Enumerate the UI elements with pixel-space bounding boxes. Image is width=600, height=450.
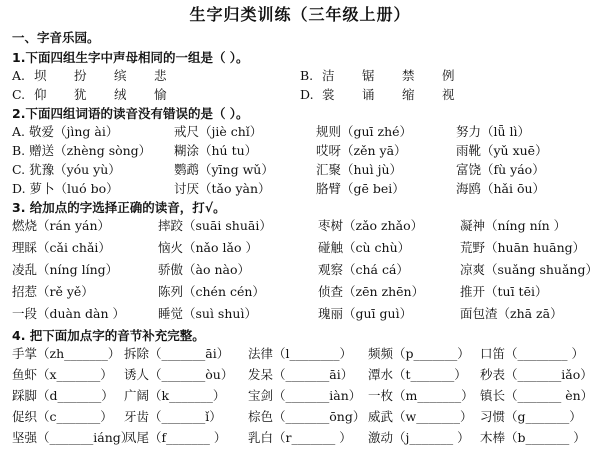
question-1-heading: 1.下面四组生字中声母相同的一组是（ ）。 xyxy=(12,50,249,65)
option-a[interactable] xyxy=(12,66,194,86)
fill-item[interactable]: 一枚（m_______） xyxy=(368,388,474,403)
fill-item[interactable]: 威武（w_______） xyxy=(368,409,473,424)
option-label: D. xyxy=(300,87,314,102)
char: 悲 xyxy=(154,68,167,83)
word-item[interactable]: 海鸥（hǎi ōu） xyxy=(456,181,546,196)
word-item[interactable]: 一段（duàn dàn ） xyxy=(12,306,126,321)
fill-item[interactable]: 口笛（________ ） xyxy=(480,346,584,361)
fill-item[interactable]: 坚强（_______iáng） xyxy=(12,430,134,445)
fill-item[interactable]: 凤尾（f_______ ） xyxy=(124,430,227,445)
char: 诵 xyxy=(362,87,375,102)
word-item[interactable]: 戒尺（jiè chǐ） xyxy=(174,124,263,139)
fill-item[interactable]: 手掌（zh_______） xyxy=(12,346,121,361)
word-item[interactable]: 睡觉（suì shuì） xyxy=(158,306,257,321)
char: 绒 xyxy=(114,87,127,102)
word-item[interactable]: A. 敬爱（jìng ài） xyxy=(12,124,119,139)
fill-item[interactable]: 棕色（_______ōng） xyxy=(248,409,366,424)
word-item[interactable]: C. 犹豫（yóu yù） xyxy=(12,162,121,177)
word-item[interactable]: 荒野（huān huāng） xyxy=(460,240,586,255)
word-item[interactable]: 侦查（zēn zhēn） xyxy=(318,284,425,299)
word-item[interactable]: 摔跤（suāi shuāi） xyxy=(158,218,272,233)
word-item[interactable]: 雨靴（yǔ xuē） xyxy=(456,143,548,158)
fill-item[interactable]: 宝剑（_______iàn） xyxy=(248,388,362,403)
option-label: B. xyxy=(300,68,314,83)
word-item[interactable]: 碰触（cù chù） xyxy=(318,240,411,255)
option-c[interactable] xyxy=(12,85,194,105)
char: 视 xyxy=(442,87,455,102)
word-item[interactable]: B. 赠送（zhèng sòng） xyxy=(12,143,152,158)
section-heading: 一、字音乐园。 xyxy=(12,30,100,45)
char: 锯 xyxy=(362,68,375,83)
char: 洁 xyxy=(322,68,335,83)
word-item[interactable]: 恼火（nǎo lǎo ） xyxy=(158,240,258,255)
char: 缩 xyxy=(402,87,415,102)
option-label: A. xyxy=(12,68,26,83)
char: 例 xyxy=(442,68,455,83)
page-title: 生字归类训练（三年级上册） xyxy=(189,5,411,24)
char: 仰 xyxy=(34,87,47,102)
option-label: C. xyxy=(12,87,26,102)
char: 缤 xyxy=(114,68,127,83)
fill-item[interactable]: 促织（c_______） xyxy=(12,409,113,424)
word-item[interactable]: 凝神（níng nín ） xyxy=(460,218,567,233)
word-item[interactable]: 鹦鹉（yīng wǔ） xyxy=(174,162,274,177)
option-d[interactable] xyxy=(300,85,482,105)
fill-item[interactable]: 发呆（_______āi） xyxy=(248,367,354,382)
word-item[interactable]: 努力（lǖ lì） xyxy=(456,124,531,139)
word-item[interactable]: 面包渣（zhā zā） xyxy=(460,306,563,321)
fill-item[interactable]: 诱人（_______òu） xyxy=(124,367,234,382)
word-item[interactable]: 富饶（fù yáo） xyxy=(456,162,545,177)
fill-item[interactable]: 乳白（r_______ ） xyxy=(248,430,352,445)
word-item[interactable]: 瑰丽（guī guì） xyxy=(318,306,413,321)
char: 扮 xyxy=(74,68,87,83)
word-item[interactable]: 招惹（rě yě） xyxy=(12,284,94,299)
word-item[interactable]: 枣树（zǎo zhǎo） xyxy=(318,218,424,233)
fill-item[interactable]: 习惯（g_______） xyxy=(480,409,582,424)
word-item[interactable]: 观察（chá cá） xyxy=(318,262,409,277)
char: 犹 xyxy=(74,87,87,102)
question-3-heading: 3. 给加点的字选择正确的读音，打√。 xyxy=(12,200,226,215)
char: 裳 xyxy=(322,87,335,102)
fill-item[interactable]: 潭水（t_______） xyxy=(368,367,467,382)
word-item[interactable]: 规则（guī zhé） xyxy=(316,124,413,139)
word-item[interactable]: 凉爽（suǎng shuǎng） xyxy=(460,262,598,277)
word-item[interactable]: 推开（tuī tēi） xyxy=(460,284,548,299)
fill-item[interactable]: 镇长（_______ èn） xyxy=(480,388,594,403)
fill-item[interactable]: 拆除（_______āi） xyxy=(124,346,230,361)
word-item[interactable]: 理睬（cǎi chǎi） xyxy=(12,240,111,255)
fill-item[interactable]: 牙齿（_______ǐ） xyxy=(124,409,222,424)
word-item[interactable]: 骄傲（ào nào） xyxy=(158,262,250,277)
fill-item[interactable]: 踩脚（d_______） xyxy=(12,388,114,403)
word-item[interactable]: 凌乱（níng líng） xyxy=(12,262,119,277)
option-b[interactable] xyxy=(300,66,482,86)
fill-item[interactable]: 频频（p_______） xyxy=(368,346,470,361)
word-item[interactable]: 哎呀（zěn yā） xyxy=(316,143,407,158)
word-item[interactable]: 燃烧（rán yán） xyxy=(12,218,111,233)
question-2-heading: 2.下面四组词语的读音没有错误的是（ ）。 xyxy=(12,106,249,121)
fill-item[interactable]: 广阔（k_______） xyxy=(124,388,226,403)
word-item[interactable]: D. 萝卜（luó bo） xyxy=(12,181,119,196)
fill-item[interactable]: 木棒（b_______ ） xyxy=(480,430,586,445)
char: 愉 xyxy=(154,87,167,102)
char: 禁 xyxy=(402,68,415,83)
word-item[interactable]: 陈列（chén cén） xyxy=(158,284,265,299)
word-item[interactable]: 糊涂（hú tu） xyxy=(174,143,258,158)
word-item[interactable]: 胳臂（gē bei） xyxy=(316,181,405,196)
word-item[interactable]: 讨厌（tǎo yàn） xyxy=(174,181,271,196)
fill-item[interactable]: 激动（j_______ ） xyxy=(368,430,470,445)
fill-item[interactable]: 秒表（_______iǎo） xyxy=(480,367,593,382)
fill-item[interactable]: 鱼虾（x_______） xyxy=(12,367,113,382)
fill-item[interactable]: 法律（l________） xyxy=(248,346,352,361)
question-4-heading: 4. 把下面加点字的音节补充完整。 xyxy=(12,328,205,343)
word-item[interactable]: 汇聚（huì jù） xyxy=(316,162,402,177)
char: 坝 xyxy=(34,68,47,83)
